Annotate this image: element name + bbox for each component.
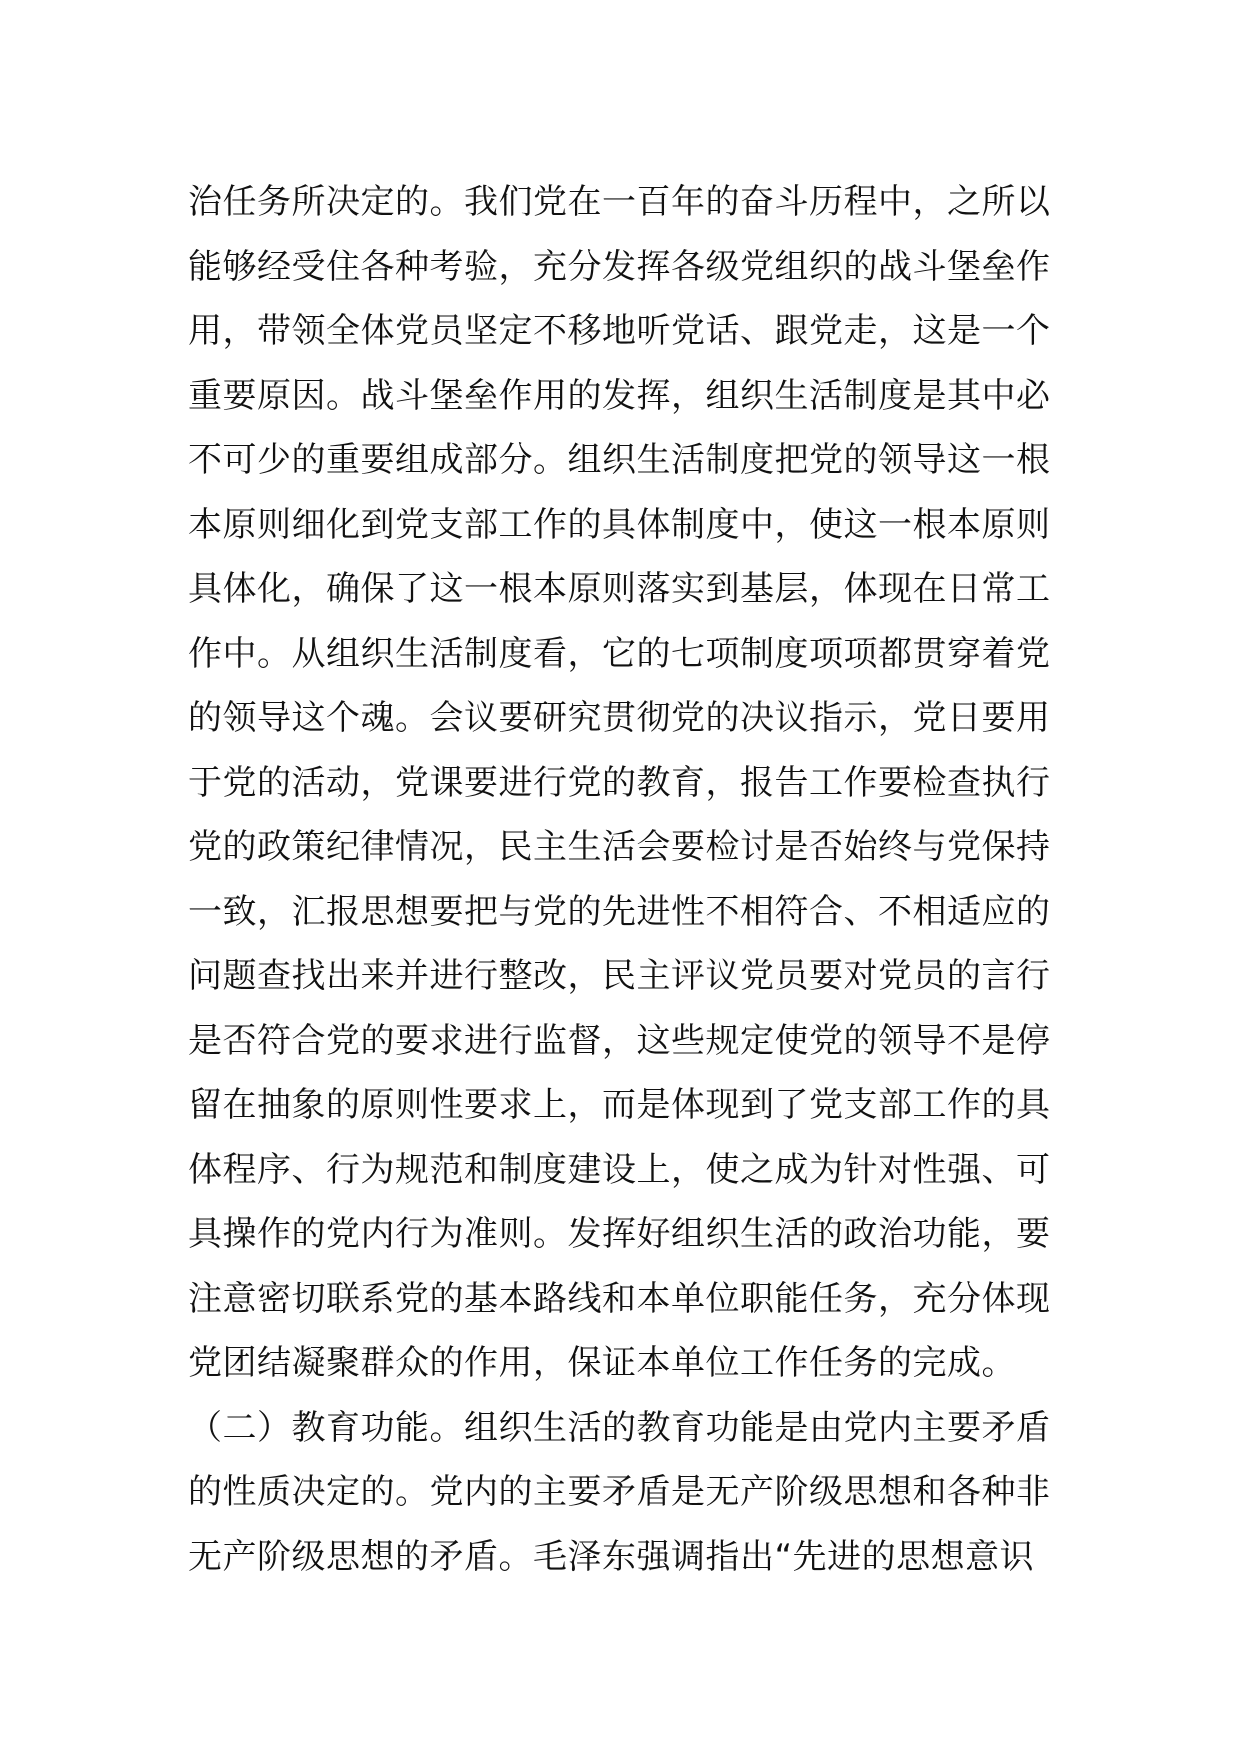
text-line: 问题查找出来并进行整改，民主评议党员要对党员的言行 (188, 956, 1051, 996)
section-heading-line: （二）教育功能。组织生活的教育功能是由党内主要矛盾 (188, 1407, 1051, 1448)
text-line: 的领导这个魂。会议要研究贯彻党的决议指示，党日要用 (188, 698, 1051, 738)
text-line: 党的政策纪律情况，民主生活会要检讨是否始终与党保持 (188, 827, 1051, 867)
text-line: 能够经受住各种考验，充分发挥各级党组织的战斗堡垒作 (188, 246, 1051, 287)
text-line: 是否符合党的要求进行监督，这些规定使党的领导不是停 (188, 1020, 1051, 1061)
text-line: 无产阶级思想的矛盾。毛泽东强调指出“先进的思想意识 (188, 1536, 1035, 1577)
text-line: 作中。从组织生活制度看，它的七项制度项项都贯穿着党 (188, 633, 1051, 674)
text-line: 党团结凝聚群众的作用，保证本单位工作任务的完成。 (188, 1343, 1016, 1383)
text-line: 注意密切联系党的基本路线和本单位职能任务，充分体现 (188, 1278, 1051, 1319)
text-line: 于党的活动，党课要进行党的教育，报告工作要检查执行 (188, 762, 1051, 803)
text-line: 留在抽象的原则性要求上，而是体现到了党支部工作的具 (188, 1085, 1051, 1125)
text-line: 一致，汇报思想要把与党的先进性不相符合、不相适应的 (188, 891, 1051, 932)
text-line: 不可少的重要组成部分。组织生活制度把党的领导这一根 (188, 440, 1051, 480)
text-line: 本原则细化到党支部工作的具体制度中，使这一根本原则 (188, 504, 1051, 545)
text-line: 具操作的党内行为准则。发挥好组织生活的政治功能，要 (188, 1214, 1051, 1254)
text-line: 具体化，确保了这一根本原则落实到基层，体现在日常工 (188, 569, 1051, 609)
text-line: 用，带领全体党员坚定不移地听党话、跟党走，这是一个 (188, 311, 1051, 351)
text-line: 体程序、行为规范和制度建设上，使之成为针对性强、可 (188, 1149, 1051, 1190)
body-text (188, 170, 1068, 1589)
text-line: 的性质决定的。党内的主要矛盾是无产阶级思想和各种非 (188, 1472, 1051, 1512)
text-line: 重要原因。战斗堡垒作用的发挥，组织生活制度是其中必 (188, 375, 1051, 416)
text-line: 治任务所决定的。我们党在一百年的奋斗历程中，之所以 (188, 182, 1051, 222)
